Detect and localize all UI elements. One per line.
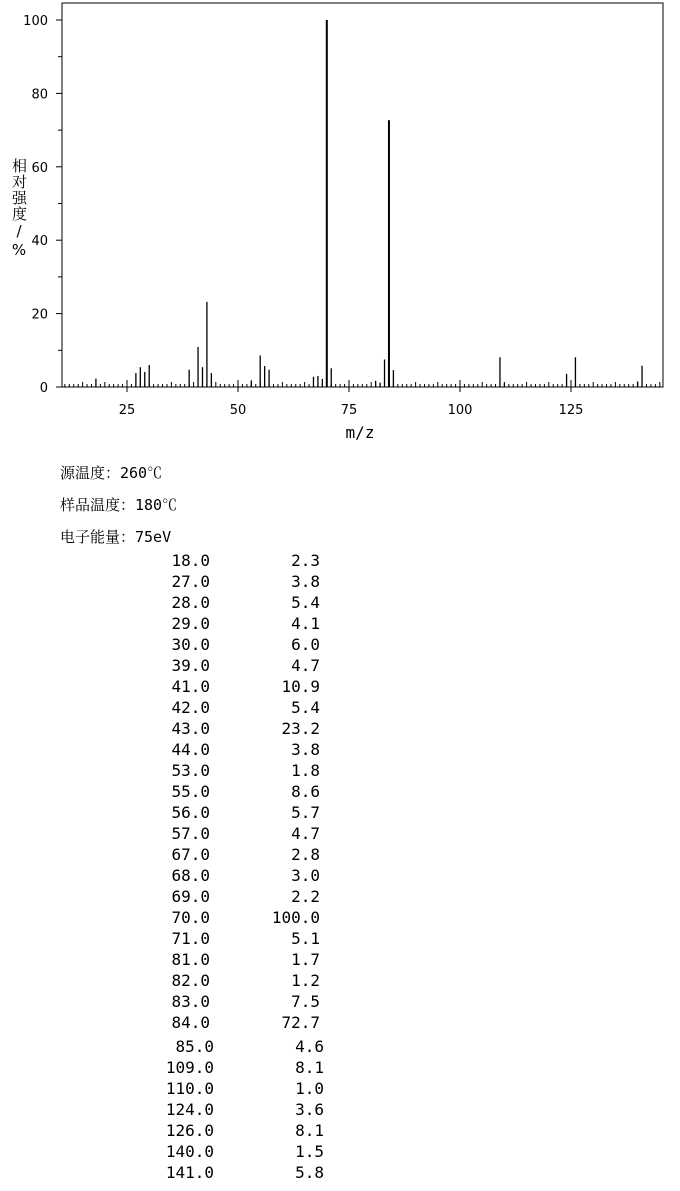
intensity-cell: 1.8 — [291, 761, 320, 780]
mz-cell: 39.0 — [171, 656, 210, 675]
peak-bar — [313, 377, 314, 387]
peak-bar — [504, 383, 505, 387]
intensity-cell: 2.3 — [291, 551, 320, 570]
mz-cell: 84.0 — [171, 1013, 210, 1032]
y-tick-label: 60 — [31, 160, 48, 176]
intensity-cell: 7.5 — [291, 992, 320, 1011]
peak-bar — [144, 372, 145, 387]
intensity-cell: 1.2 — [291, 971, 320, 990]
mz-cell: 126.0 — [165, 1121, 214, 1140]
mz-cell: 124.0 — [165, 1100, 214, 1119]
sample-temperature: 样品温度：180℃ — [60, 496, 178, 514]
intensity-cell: 5.4 — [291, 698, 320, 717]
x-tick-label: 125 — [558, 403, 584, 418]
mz-cell: 110.0 — [165, 1079, 214, 1098]
intensity-cell: 3.8 — [291, 740, 320, 759]
plot-frame — [62, 3, 663, 387]
peak-bar — [499, 357, 500, 387]
x-tick-label: 25 — [118, 403, 136, 418]
peak-bar — [202, 367, 203, 387]
electron-energy: 电子能量：75eV — [60, 528, 172, 546]
peak-bar — [211, 373, 212, 387]
intensity-cell: 1.0 — [295, 1079, 324, 1098]
intensity-cell: 1.7 — [291, 950, 320, 969]
peak-bar — [641, 366, 642, 387]
mz-cell: 82.0 — [171, 971, 210, 990]
peak-bar — [251, 380, 252, 387]
intensity-cell: 5.1 — [291, 929, 320, 948]
peak-bars-layer — [95, 20, 642, 387]
intensity-cell: 23.2 — [281, 719, 320, 738]
peak-bar — [197, 347, 198, 387]
y-tick-label: 0 — [39, 381, 48, 396]
mz-cell: 29.0 — [171, 614, 210, 633]
intensity-cell: 10.9 — [281, 677, 320, 696]
axes-layer — [23, 3, 663, 418]
x-tick-label: 75 — [340, 403, 358, 418]
x-axis-label: m/z — [345, 423, 375, 442]
mz-cell: 140.0 — [165, 1142, 214, 1161]
mz-cell: 53.0 — [171, 761, 210, 780]
peak-bar — [375, 381, 376, 387]
intensity-cell: 5.4 — [291, 593, 320, 612]
y-tick-label: 100 — [23, 14, 48, 29]
intensity-cell: 5.8 — [295, 1163, 324, 1182]
intensity-cell: 2.2 — [291, 887, 320, 906]
mz-cell: 109.0 — [165, 1058, 214, 1077]
peak-bar — [326, 20, 328, 387]
peak-bar — [331, 368, 332, 387]
peak-bar — [384, 359, 385, 387]
intensity-cell: 4.7 — [291, 824, 320, 843]
y-tick-label: 20 — [31, 307, 48, 323]
peak-bar — [393, 370, 394, 387]
mz-cell: 18.0 — [171, 551, 210, 570]
intensity-cell: 3.6 — [295, 1100, 324, 1119]
intensity-cell: 8.6 — [291, 782, 320, 801]
intensity-cell: 4.6 — [295, 1037, 324, 1056]
x-tick-label: 100 — [447, 403, 473, 418]
mz-cell: 27.0 — [171, 572, 210, 591]
mz-cell: 83.0 — [171, 992, 210, 1011]
y-axis-label: 相对强度/% — [10, 158, 28, 260]
intensity-cell: 8.1 — [295, 1121, 324, 1140]
peak-bar — [379, 383, 380, 387]
peak-bar — [268, 370, 269, 387]
mz-cell: 141.0 — [165, 1163, 214, 1182]
peak-bar — [149, 365, 150, 387]
mz-cell: 68.0 — [171, 866, 210, 885]
peak-bar — [388, 120, 390, 387]
peak-bar — [206, 302, 207, 387]
peak-bar — [317, 376, 318, 387]
y-tick-label: 40 — [31, 234, 48, 250]
intensity-cell: 100.0 — [271, 908, 320, 927]
intensity-cell: 2.8 — [291, 845, 320, 864]
mass-spectrum-chart — [0, 0, 680, 445]
peak-bar — [322, 379, 323, 387]
mz-cell: 57.0 — [171, 824, 210, 843]
intensity-cell: 3.8 — [291, 572, 320, 591]
mz-cell: 70.0 — [171, 908, 210, 927]
mz-cell: 69.0 — [171, 887, 210, 906]
mz-cell: 71.0 — [171, 929, 210, 948]
peak-bar — [260, 355, 261, 387]
mz-cell: 30.0 — [171, 635, 210, 654]
mz-cell: 42.0 — [171, 698, 210, 717]
mz-cell: 81.0 — [171, 950, 210, 969]
mz-cell: 67.0 — [171, 845, 210, 864]
peak-bar — [637, 381, 638, 387]
source-temperature: 源温度：260℃ — [60, 464, 163, 482]
mz-cell: 56.0 — [171, 803, 210, 822]
peak-bar — [566, 374, 567, 387]
intensity-cell: 6.0 — [291, 635, 320, 654]
intensity-cell: 5.7 — [291, 803, 320, 822]
mz-cell: 85.0 — [175, 1037, 214, 1056]
peak-bar — [189, 370, 190, 387]
minor-tick-layer — [65, 380, 660, 387]
intensity-cell: 8.1 — [295, 1058, 324, 1077]
peak-bar — [264, 366, 265, 387]
mz-cell: 44.0 — [171, 740, 210, 759]
peak-bar — [95, 379, 96, 387]
peak-bar — [135, 373, 136, 387]
mz-cell: 28.0 — [171, 593, 210, 612]
mz-cell: 43.0 — [171, 719, 210, 738]
intensity-cell: 3.0 — [291, 866, 320, 885]
x-tick-label: 50 — [229, 403, 247, 418]
peak-bar — [140, 367, 141, 387]
y-tick-label: 80 — [31, 87, 48, 103]
peak-bar — [575, 357, 576, 387]
mz-cell: 41.0 — [171, 677, 210, 696]
intensity-cell: 4.1 — [291, 614, 320, 633]
intensity-cell: 4.7 — [291, 656, 320, 675]
mz-cell: 55.0 — [171, 782, 210, 801]
intensity-cell: 72.7 — [281, 1013, 320, 1032]
intensity-cell: 1.5 — [295, 1142, 324, 1161]
